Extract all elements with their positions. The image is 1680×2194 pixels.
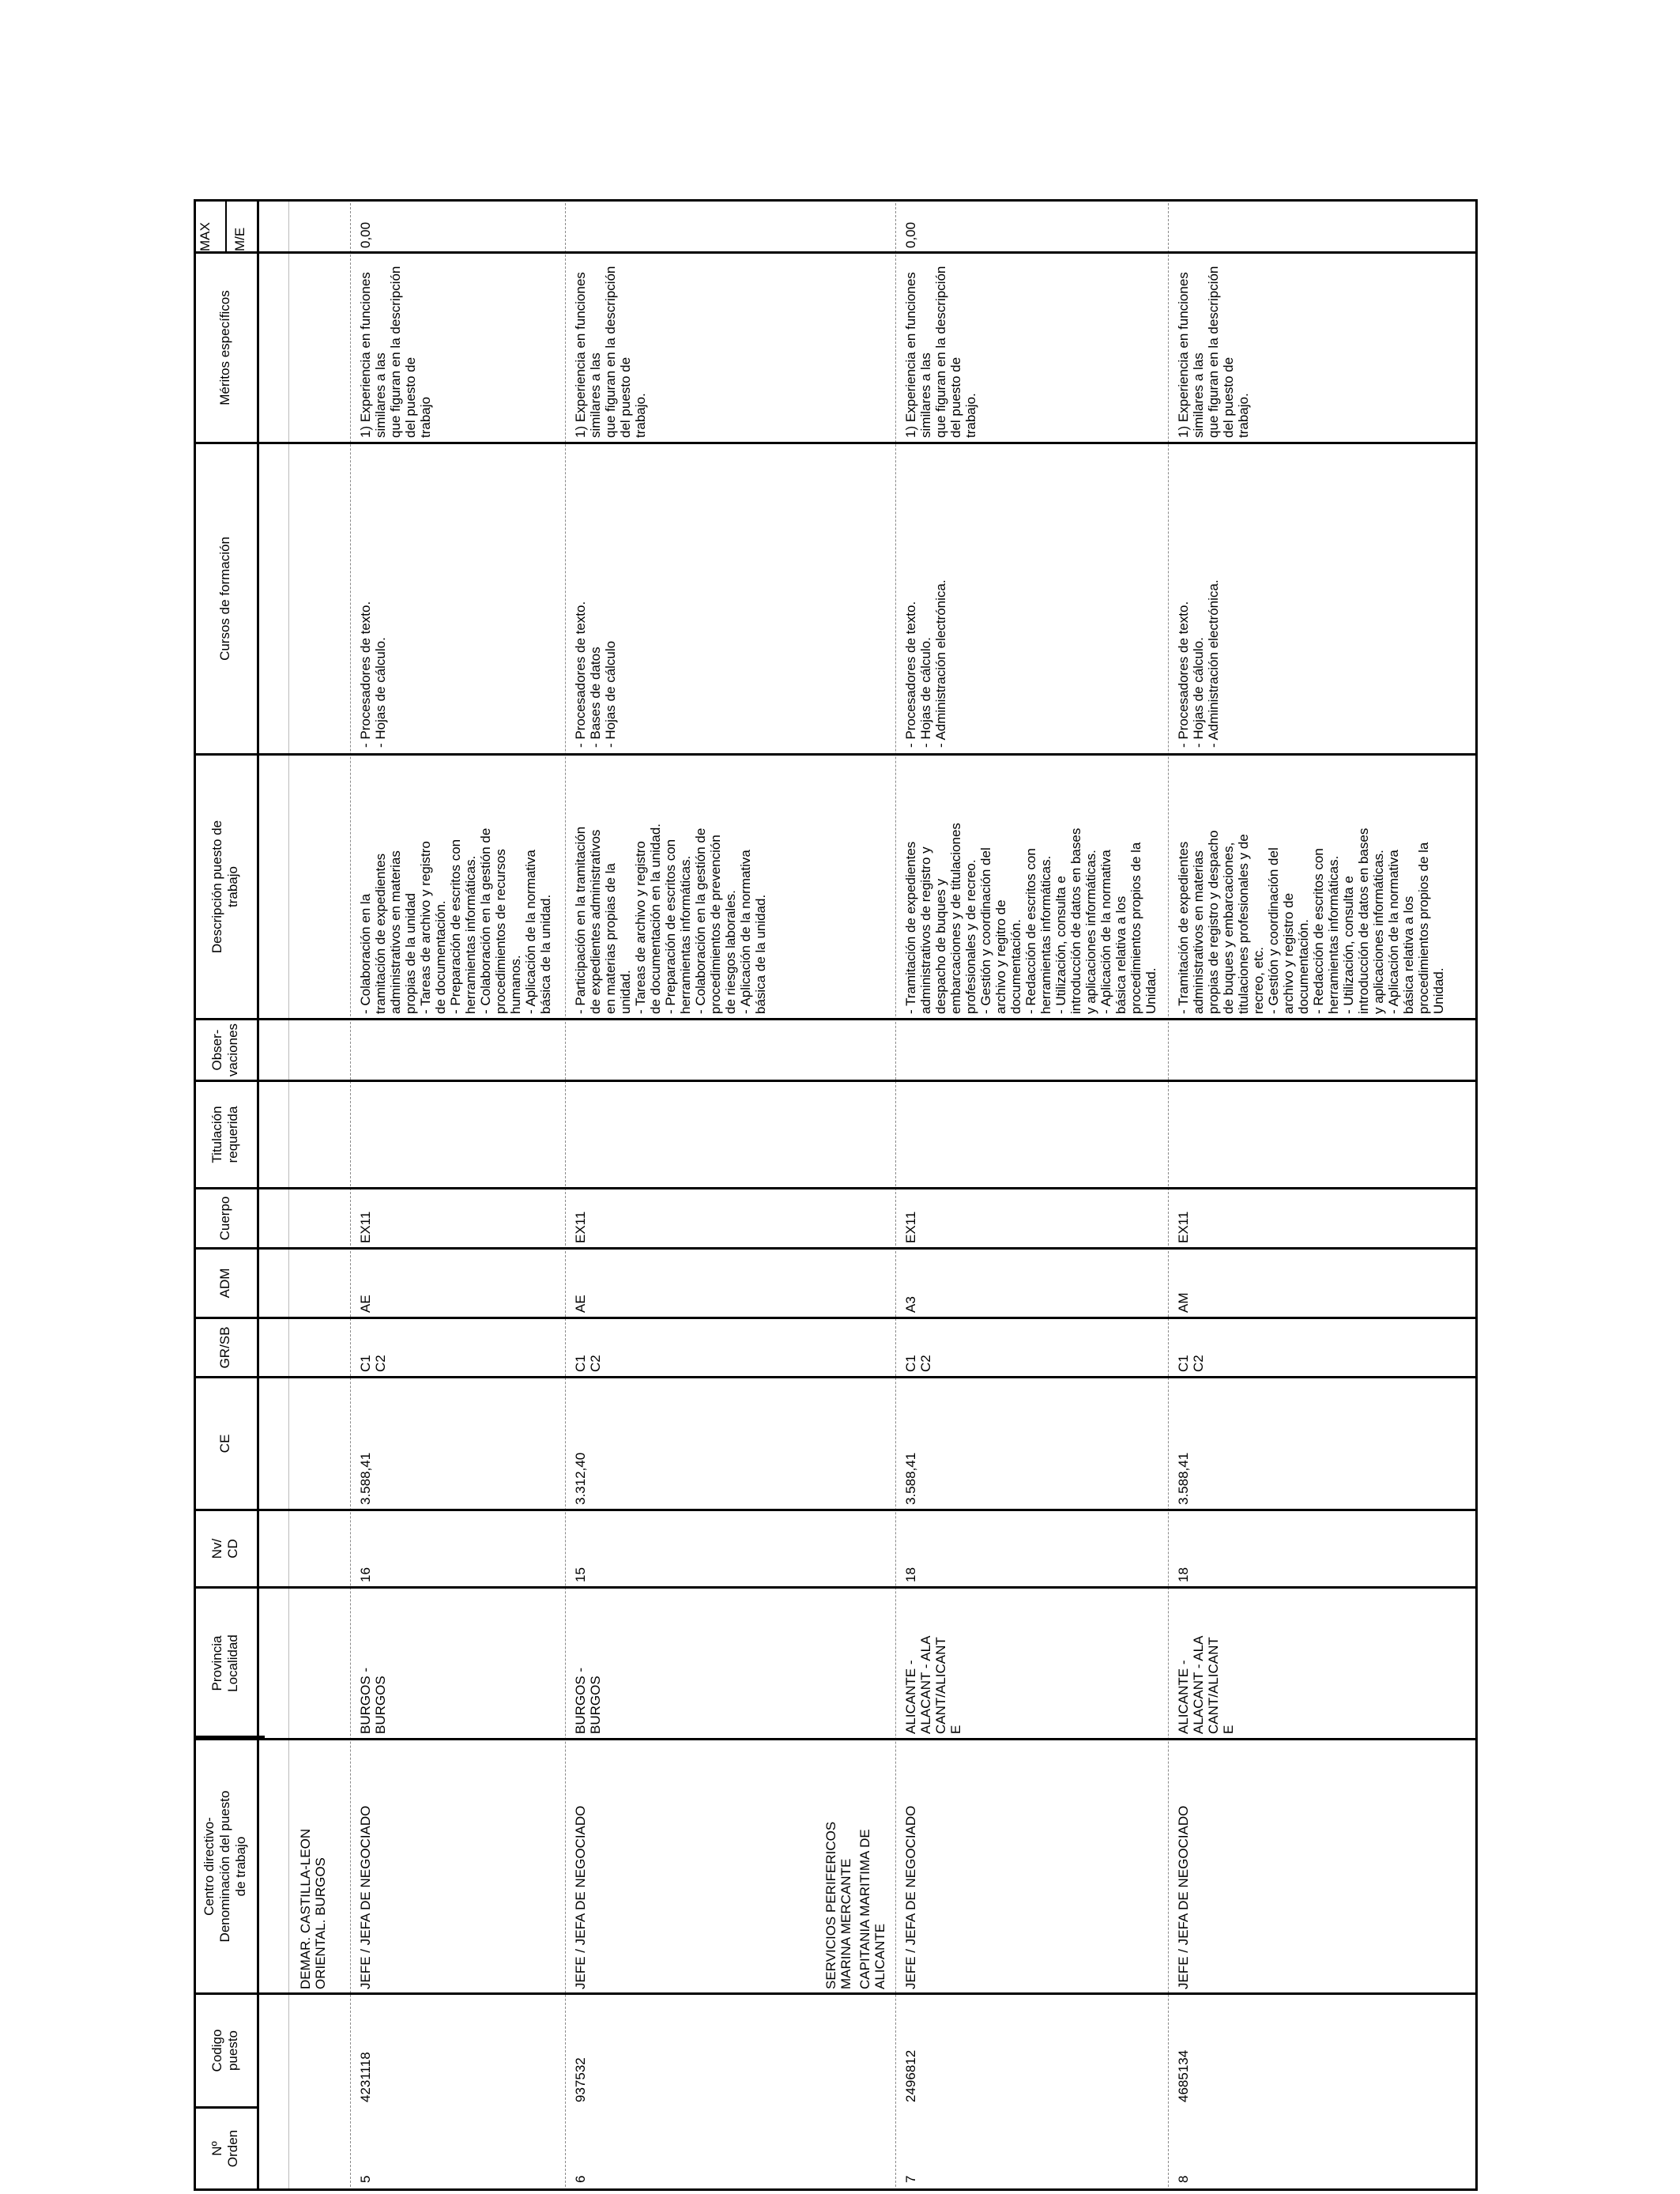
- row-nivel: 15: [573, 1567, 588, 1582]
- row-ce: 3.312,40: [573, 1452, 588, 1505]
- header-descripcion: Descripción puesto de trabajo: [209, 820, 240, 954]
- header-divider: [257, 199, 259, 2191]
- header-ce: CE: [217, 1434, 232, 1453]
- header-titulacion: Titulación requerida: [209, 1106, 240, 1163]
- row-nivel: 18: [903, 1567, 918, 1582]
- row-adm: AM: [1176, 1292, 1191, 1313]
- row-grsb: C1 C2: [1176, 1355, 1206, 1372]
- group-row-divider: [288, 199, 289, 2191]
- header-adm: ADM: [217, 1268, 232, 1299]
- header-me: M/E: [232, 227, 247, 251]
- column-divider: [194, 1509, 1478, 1511]
- row-separator: [895, 199, 896, 2191]
- row-orden: 7: [903, 2175, 918, 2183]
- row-grsb: C1 C2: [358, 1355, 388, 1372]
- header-cursos: Cursos de formación: [217, 537, 232, 661]
- row-adm: AE: [573, 1295, 588, 1313]
- row-orden: 6: [573, 2175, 588, 2183]
- job-posting-table: [194, 199, 1478, 2191]
- column-divider: [194, 1187, 1478, 1189]
- row-codigo: 4231118: [358, 2052, 373, 2102]
- row-separator: [350, 199, 351, 2191]
- row-grsb: C1 C2: [903, 1355, 933, 1372]
- row-descripcion: - Colaboración en la tramitación de expedientes administrativos en materias propias de la unidad - Tareas de archivo y registro de documentación. - Preparación de escritos con herramientas informáticas. - Colaboración en la gestión de procedimientos de recursos humanos. - Aplicación de la normativa básica de la unidad.: [358, 827, 553, 1014]
- row-puesto: JEFE / JEFA DE NEGOCIADO: [903, 1805, 918, 1989]
- row-cuerpo: EX11: [573, 1211, 588, 1243]
- row-meritos: 1) Experiencia en funciones similares a las que figuran en la descripción del puesto de trabajo.: [1176, 266, 1251, 438]
- group-header-servicios: SERVICIOS PERIFERICOS MARINA MERCANTE: [823, 1821, 853, 1989]
- row-adm: AE: [358, 1295, 373, 1313]
- header-provincia: Provincia Localidad: [209, 1634, 240, 1692]
- row-descripcion: - Tramitación de expedientes administrativos de registro y despacho de buques y embarcaciones y de titulaciones profesionales y de recreo. - Gestión y coordinación del archivo y regitro de documentación. - Redacción de escritos con herramientas informáticas. - Utilización, consulta e introducción de datos en bases y aplicaciones informáticas. - Aplicación de la normativa básica relativa a los procedimientos propios de la Unidad.: [903, 823, 1158, 1014]
- row-descripcion: - Tramitación de expedientes administrativos en materias propias de registro y despacho de buques y embarcaciones, titulaciones profesionales y de recreo, etc. - Gestión y coordinación del archivo y registro de documentación. - Redacción de escritos con herramientas informáticas. - Utilización, consulta e introducción de datos en bases y aplicaciones informáticas. - Aplicación de la normativa básica relativa a los procedimientos propios de la Unidad.: [1176, 827, 1446, 1014]
- row-meritos: 1) Experiencia en funciones similares a las que figuran en la descripción del puesto de trabajo: [358, 266, 433, 438]
- group-header-burgos: DEMAR. CASTILLA-LEON ORIENTAL. BURGOS: [298, 1828, 328, 1989]
- column-divider: [194, 1317, 1478, 1319]
- row-ce: 3.588,41: [358, 1452, 373, 1505]
- row-nivel: 18: [1176, 1567, 1191, 1582]
- header-centro: Centro directivo- Denominación del puesto de trabajo: [202, 1790, 248, 1943]
- column-divider: [194, 1376, 1478, 1378]
- row-puesto: JEFE / JEFA DE NEGOCIADO: [573, 1805, 588, 1989]
- header-orden: Nº Orden: [209, 2129, 240, 2168]
- row-cursos: - Procesadores de texto. - Hojas de cálculo. - Administración electrónica.: [903, 579, 948, 748]
- column-divider: [194, 753, 1478, 756]
- max-me-divider: [225, 202, 227, 251]
- column-divider: [194, 199, 1478, 202]
- group-header-capitania: CAPITANIA MARITIMA DE ALICANTE: [857, 1829, 887, 1989]
- row-codigo: 4685134: [1176, 2049, 1191, 2102]
- row-max: 0,00: [903, 221, 918, 248]
- row-provincia: ALICANTE - ALACANT - ALA CANT/ALICANT E: [903, 1635, 963, 1734]
- row-provincia: BURGOS - BURGOS: [358, 1667, 388, 1734]
- row-meritos: 1) Experiencia en funciones similares a las que figuran en la descripción del puesto de trabajo.: [903, 266, 978, 438]
- row-meritos: 1) Experiencia en funciones similares a las que figuran en la descripción del puesto de trabajo.: [573, 266, 648, 438]
- row-grsb: C1 C2: [573, 1355, 603, 1372]
- header-grsb: GR/SB: [217, 1326, 232, 1369]
- row-puesto: JEFE / JEFA DE NEGOCIADO: [1176, 1805, 1191, 1989]
- row-orden: 5: [358, 2175, 373, 2183]
- row-provincia: ALICANTE - ALACANT - ALA CANT/ALICANT E: [1176, 1635, 1236, 1734]
- row-cursos: - Procesadores de texto. - Hojas de cálculo.: [358, 601, 388, 748]
- row-separator: [1168, 199, 1169, 2191]
- row-cuerpo: EX11: [1176, 1211, 1191, 1243]
- row-max: 0,00: [358, 221, 373, 248]
- row-puesto: JEFE / JEFA DE NEGOCIADO: [358, 1805, 373, 1989]
- row-separator: [565, 199, 566, 2191]
- header-meritos: Méritos específicos: [217, 290, 232, 405]
- row-descripcion: - Participación en la tramitación de expedientes administrativos en materias propias de la unidad. - Tareas de archivo y registro de documentación en la unidad. - Preparación de escritos con herramientas informáticas. - Colaboración en la gestión de procedimientos de prevención de riesgos laborales. - Aplicación de la normativa básica de la unidad.: [573, 823, 768, 1014]
- row-codigo: 937532: [573, 2057, 588, 2102]
- header-max: MAX: [198, 222, 213, 251]
- row-cuerpo: EX11: [903, 1211, 918, 1243]
- row-adm: A3: [903, 1296, 918, 1313]
- column-divider: [194, 1247, 1478, 1250]
- column-divider: [194, 1080, 1478, 1082]
- row-cursos: - Procesadores de texto. - Bases de datos - Hojas de cálculo: [573, 601, 618, 748]
- row-nivel: 16: [358, 1567, 373, 1582]
- column-divider: [194, 1738, 1478, 1740]
- row-cursos: - Procesadores de texto. - Hojas de cálculo. - Administración electrónica.: [1176, 579, 1221, 748]
- header-codigo: Codigo puesto: [209, 2029, 240, 2072]
- row-cuerpo: EX11: [358, 1211, 373, 1243]
- column-divider: [194, 442, 1478, 444]
- column-divider: [194, 1992, 1478, 1995]
- column-divider: [194, 251, 1478, 254]
- row-codigo: 2496812: [903, 2049, 918, 2102]
- row-ce: 3.588,41: [1176, 1452, 1191, 1505]
- row-provincia: BURGOS - BURGOS: [573, 1667, 603, 1734]
- row-orden: 8: [1176, 2175, 1191, 2183]
- column-divider: [194, 1586, 1478, 1589]
- header-nivel: Nv/ CD: [209, 1538, 240, 1559]
- column-divider: [194, 1018, 1478, 1020]
- row-ce: 3.588,41: [903, 1452, 918, 1505]
- table-border-bottom: [1475, 199, 1478, 2191]
- header-observaciones: Obser- vaciones: [209, 1023, 240, 1077]
- table-border-left: [194, 2188, 1478, 2191]
- header-cuerpo: Cuerpo: [217, 1196, 232, 1241]
